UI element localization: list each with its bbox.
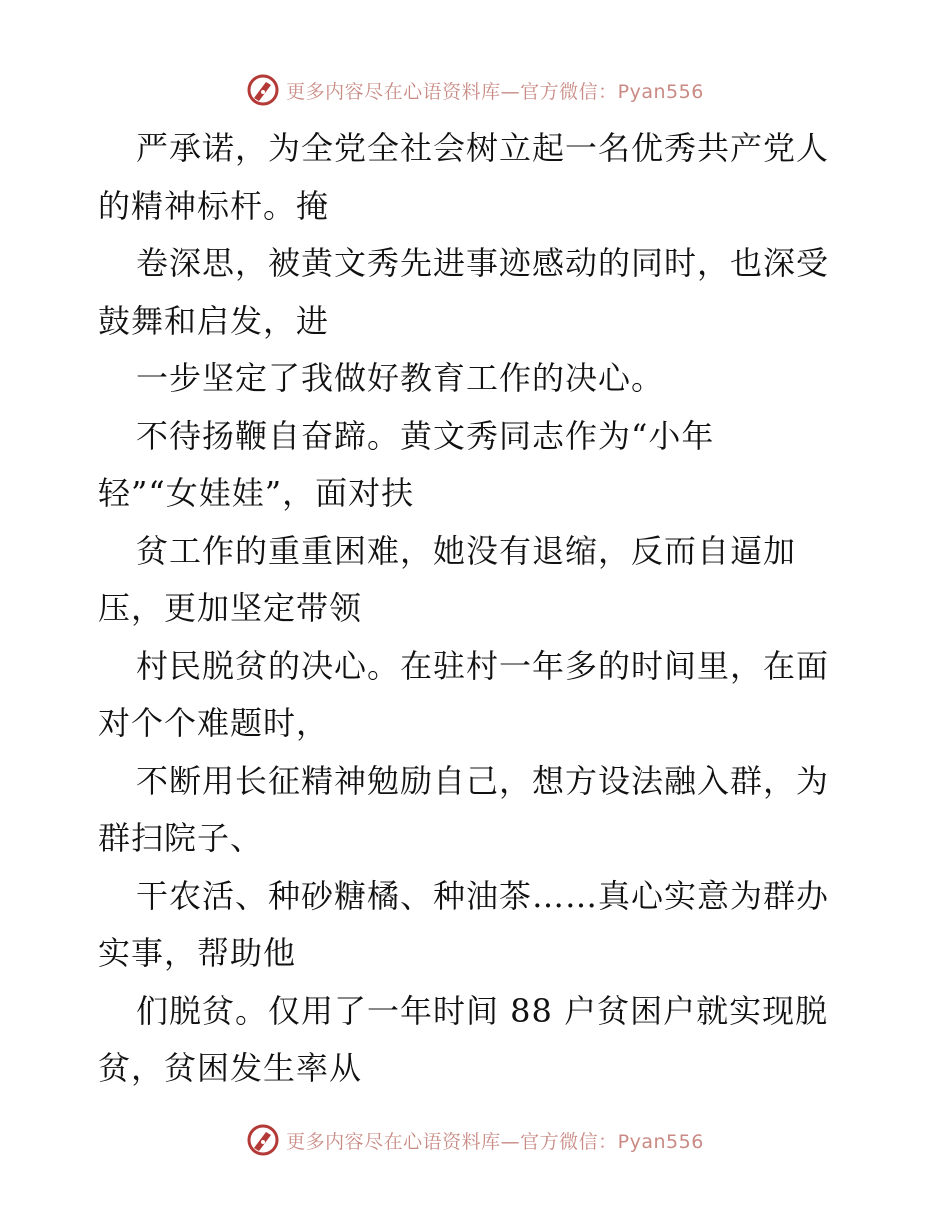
text-line: 的精神标杆。掩 [98,186,330,225]
pen-nib-circle-icon [246,1123,280,1157]
watermark-text: 更多内容尽在心语资料库—官方微信：Pyan556 [286,1130,704,1153]
text-line: 贫，贫困发生率从 [98,1049,363,1087]
footer-watermark [0,1120,950,1160]
text-line: 对个个难题时， [98,704,330,742]
text-line: 压，更加坚定带领 [98,589,363,627]
text-line: 卷深思，被黄文秀先进事迹感动的同时，也深受 [136,244,830,282]
pen-nib-circle-icon [246,73,280,107]
text-line: 不待扬鞭自奋蹄。黄文秀同志作为“小年 [136,416,715,455]
header-watermark [0,70,950,110]
text-line: 群扫院子、 [98,819,264,857]
text-line: 实事，帮助他 [98,934,297,972]
text-line: 一步坚定了我做好教育工作的决心。 [136,359,665,397]
text-line: 严承诺，为全党全社会树立起一名优秀共产党人 [136,129,830,167]
text-line: 轻”“女娃娃”，面对扶 [98,474,415,512]
text-line: 鼓舞和启发，进 [98,301,330,340]
text-line: 不断用长征精神勉励自己，想方设法融入群，为 [136,761,830,800]
watermark-text: 更多内容尽在心语资料库—官方微信：Pyan556 [286,80,704,103]
text-line: 村民脱贫的决心。在驻村一年多的时间里，在面 [136,646,830,685]
document-body [98,120,858,1098]
text-line: 干农活、种砂糖橘、种油茶……真心实意为群办 [136,876,830,915]
text-line: 贫工作的重重困难，她没有退缩，反而自逼加 [136,531,797,570]
text-line: 们脱贫。仅用了一年时间 88 户贫困户就实现脱 [136,991,829,1030]
